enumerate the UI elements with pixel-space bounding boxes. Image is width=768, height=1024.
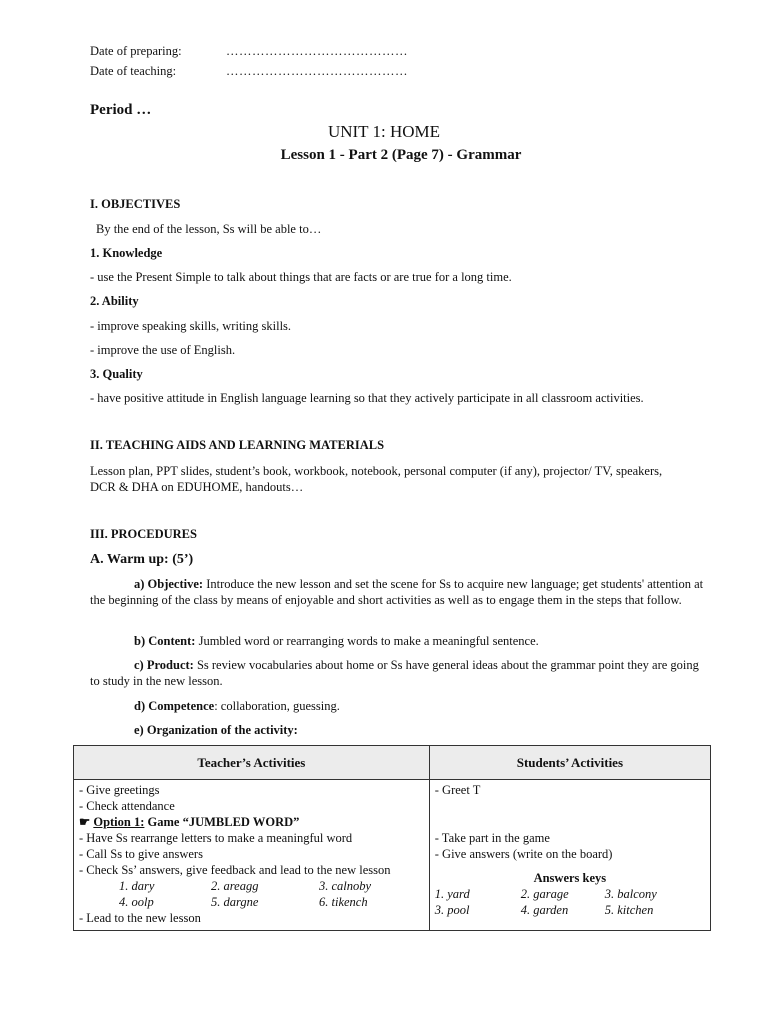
teacher-activities-header: Teacher’s Activities <box>74 746 430 780</box>
teaching-aids-heading: II. TEACHING AIDS AND LEARNING MATERIALS <box>90 438 385 452</box>
teacher-line: - Call Ss to give answers <box>79 847 203 861</box>
teacher-line: - Check attendance <box>79 799 175 813</box>
organization-label: e) Organization of the activity: <box>134 723 298 737</box>
jumbled-word: 5. dargne <box>211 895 259 909</box>
date-of-preparing-value: …………………………………… <box>226 44 408 58</box>
table-row <box>74 780 711 931</box>
date-of-teaching-value: …………………………………… <box>226 64 408 78</box>
teacher-activities-cell <box>74 780 430 931</box>
date-of-teaching-label: Date of teaching: <box>90 64 177 78</box>
jumbled-word: 6. tikench <box>319 895 368 909</box>
students-activities-cell <box>429 780 710 931</box>
table-header-row <box>74 746 711 780</box>
competence-label: d) Competence <box>134 699 215 713</box>
jumbled-word: 3. calnoby <box>319 879 372 893</box>
quality-heading: 3. Quality <box>90 367 143 381</box>
teacher-line: - Give greetings <box>79 783 160 797</box>
content-paragraph <box>134 633 539 649</box>
competence-paragraph <box>134 698 340 714</box>
activities-table <box>73 745 711 931</box>
option-game-name: Game “JUMBLED WORD” <box>144 815 300 829</box>
teacher-line: - Have Ss rearrange letters to make a meaningful word <box>79 831 353 845</box>
product-paragraph <box>90 657 706 689</box>
date-of-preparing-label: Date of preparing: <box>90 44 182 58</box>
product-label: c) Product: <box>134 658 194 672</box>
procedures-heading: III. PROCEDURES <box>90 527 197 541</box>
student-line: - Greet T <box>434 783 481 797</box>
ability-item-1: - improve speaking skills, writing skills. <box>90 319 292 333</box>
ability-item-2: - improve the use of English. <box>90 343 236 357</box>
product-text: Ss review vocabularies about home or Ss have general ideas about the grammar point they are going to study in the new lesson. <box>90 658 699 688</box>
jumbled-word: 2. areagg <box>211 879 259 893</box>
teacher-line: - Lead to the new lesson <box>79 911 201 925</box>
objective-paragraph <box>90 576 706 608</box>
lesson-title: Lesson 1 - Part 2 (Page 7) - Grammar <box>280 147 522 163</box>
jumbled-words-list <box>79 878 424 910</box>
option-line <box>79 814 424 830</box>
answer-key: 2. garage <box>520 887 569 901</box>
knowledge-heading: 1. Knowledge <box>90 246 163 260</box>
content-label: b) Content: <box>134 634 196 648</box>
pointing-hand-icon: ☛ <box>79 815 91 829</box>
student-line: - Take part in the game <box>434 831 550 845</box>
ability-heading: 2. Ability <box>90 294 139 308</box>
jumbled-word: 4. oolp <box>119 895 154 909</box>
objectives-heading: I. OBJECTIVES <box>90 197 181 211</box>
objective-label: a) Objective: <box>134 577 204 591</box>
answer-key: 4. garden <box>520 903 569 917</box>
jumbled-word: 1. dary <box>119 879 155 893</box>
answers-keys-title: Answers keys <box>533 871 607 885</box>
students-activities-header: Students’ Activities <box>429 746 710 780</box>
teaching-aids-text: Lesson plan, PPT slides, student’s book, workbook, notebook, personal computer (if any), projector/ TV, speakers, DCR & DHA on EDUHOME, handouts… <box>90 464 663 494</box>
student-line: - Give answers (write on the board) <box>434 847 613 861</box>
objectives-intro: By the end of the lesson, Ss will be able to… <box>96 222 322 236</box>
warm-up-heading: A. Warm up: (5’) <box>90 552 194 567</box>
period-heading: Period … <box>90 102 152 118</box>
answer-key: 1. yard <box>434 887 470 901</box>
quality-text: - have positive attitude in English language learning so that they actively participate in all classroom activities. <box>90 391 644 405</box>
knowledge-text: - use the Present Simple to talk about things that are facts or are true for a long time. <box>90 270 512 284</box>
answer-key: 3. balcony <box>604 887 657 901</box>
answer-key: 3. pool <box>434 903 470 917</box>
content-text: Jumbled word or rearranging words to make a meaningful sentence. <box>198 634 539 648</box>
unit-title: UNIT 1: HOME <box>327 122 441 141</box>
answer-key: 5. kitchen <box>604 903 654 917</box>
option-label: Option 1: <box>93 815 145 829</box>
teacher-line: - Check Ss’ answers, give feedback and lead to the new lesson <box>79 863 391 877</box>
competence-text: : collaboration, guessing. <box>214 699 340 713</box>
objective-text: Introduce the new lesson and set the scene for Ss to acquire new language; get students' attention at the beginning of the class by means of enjoyable and short activities as well as to engage them in the steps that follow. <box>90 577 704 607</box>
answers-keys-list <box>435 886 705 918</box>
